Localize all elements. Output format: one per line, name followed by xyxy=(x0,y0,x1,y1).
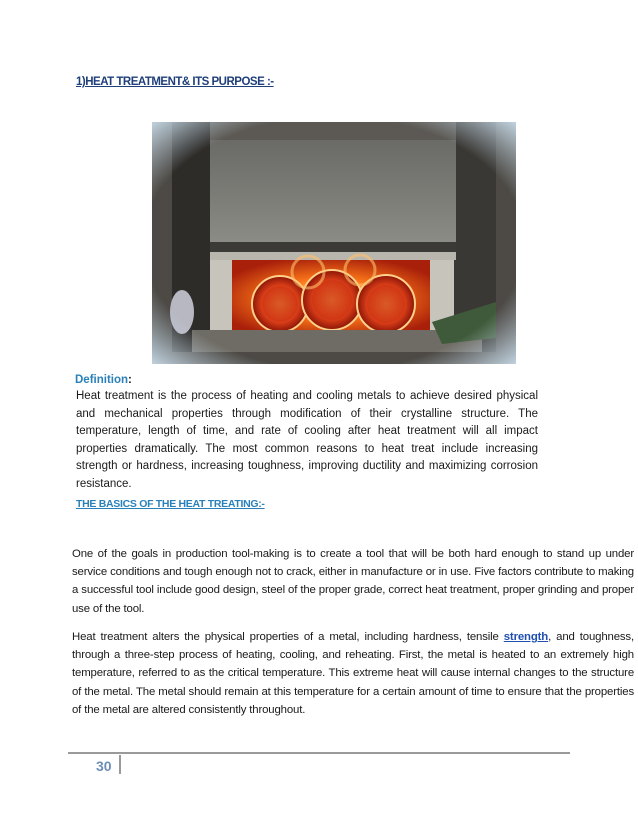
furnace-photo xyxy=(152,122,516,364)
definition-title xyxy=(75,374,538,386)
paragraph-text-after-link: , and toughness, through a three-step process of heating, cooling, and reheating. First, the metal is heated to an extremely high temperature, referred to as the critical temperature. This extreme heat will cause internal changes to the structure of the metal. The metal should remain at this temperature for a certain amount of time to ensure that the properties of the metal are altered consistently throughout. xyxy=(72,631,634,716)
paragraph-tool-making: One of the goals in production tool-making is to create a tool that will be both hard enough to stand up under service conditions and tough enough not to crack, either in manufacture or in use. Five factors contribute to making a successful tool include good design, steel of the proper grade, correct heat treatment, proper grinding and proper use of the tool. xyxy=(72,548,634,615)
definition-block xyxy=(72,374,538,493)
definition-text: Heat treatment is the process of heating and cooling metals to achieve desired physical and mechanical properties through modification of their crystalline structure. The temperature, length of time, and rate of cooling after heat treatment will all impact properties dramatically. The most common reasons to heat treat include increasing strength or hardness, increasing toughness, improving ductility and maximizing corrosion resistance. xyxy=(76,390,538,490)
footer-rule xyxy=(68,752,570,754)
basics-heading: THE BASICS OF THE HEAT TREATING:- xyxy=(76,498,265,510)
paragraph-text-before-link: Heat treatment alters the physical properties of a metal, including hardness, tensile xyxy=(72,631,504,643)
definition-colon: : xyxy=(128,374,132,386)
page-number: 30 xyxy=(96,758,112,774)
page-number-divider xyxy=(119,755,121,774)
paragraph-heat-treatment xyxy=(72,628,634,719)
section-heading: 1)HEAT TREATMENT& ITS PURPOSE :- xyxy=(76,76,274,88)
definition-label: Definition xyxy=(75,374,129,386)
strength-link[interactable]: strength xyxy=(503,631,549,643)
